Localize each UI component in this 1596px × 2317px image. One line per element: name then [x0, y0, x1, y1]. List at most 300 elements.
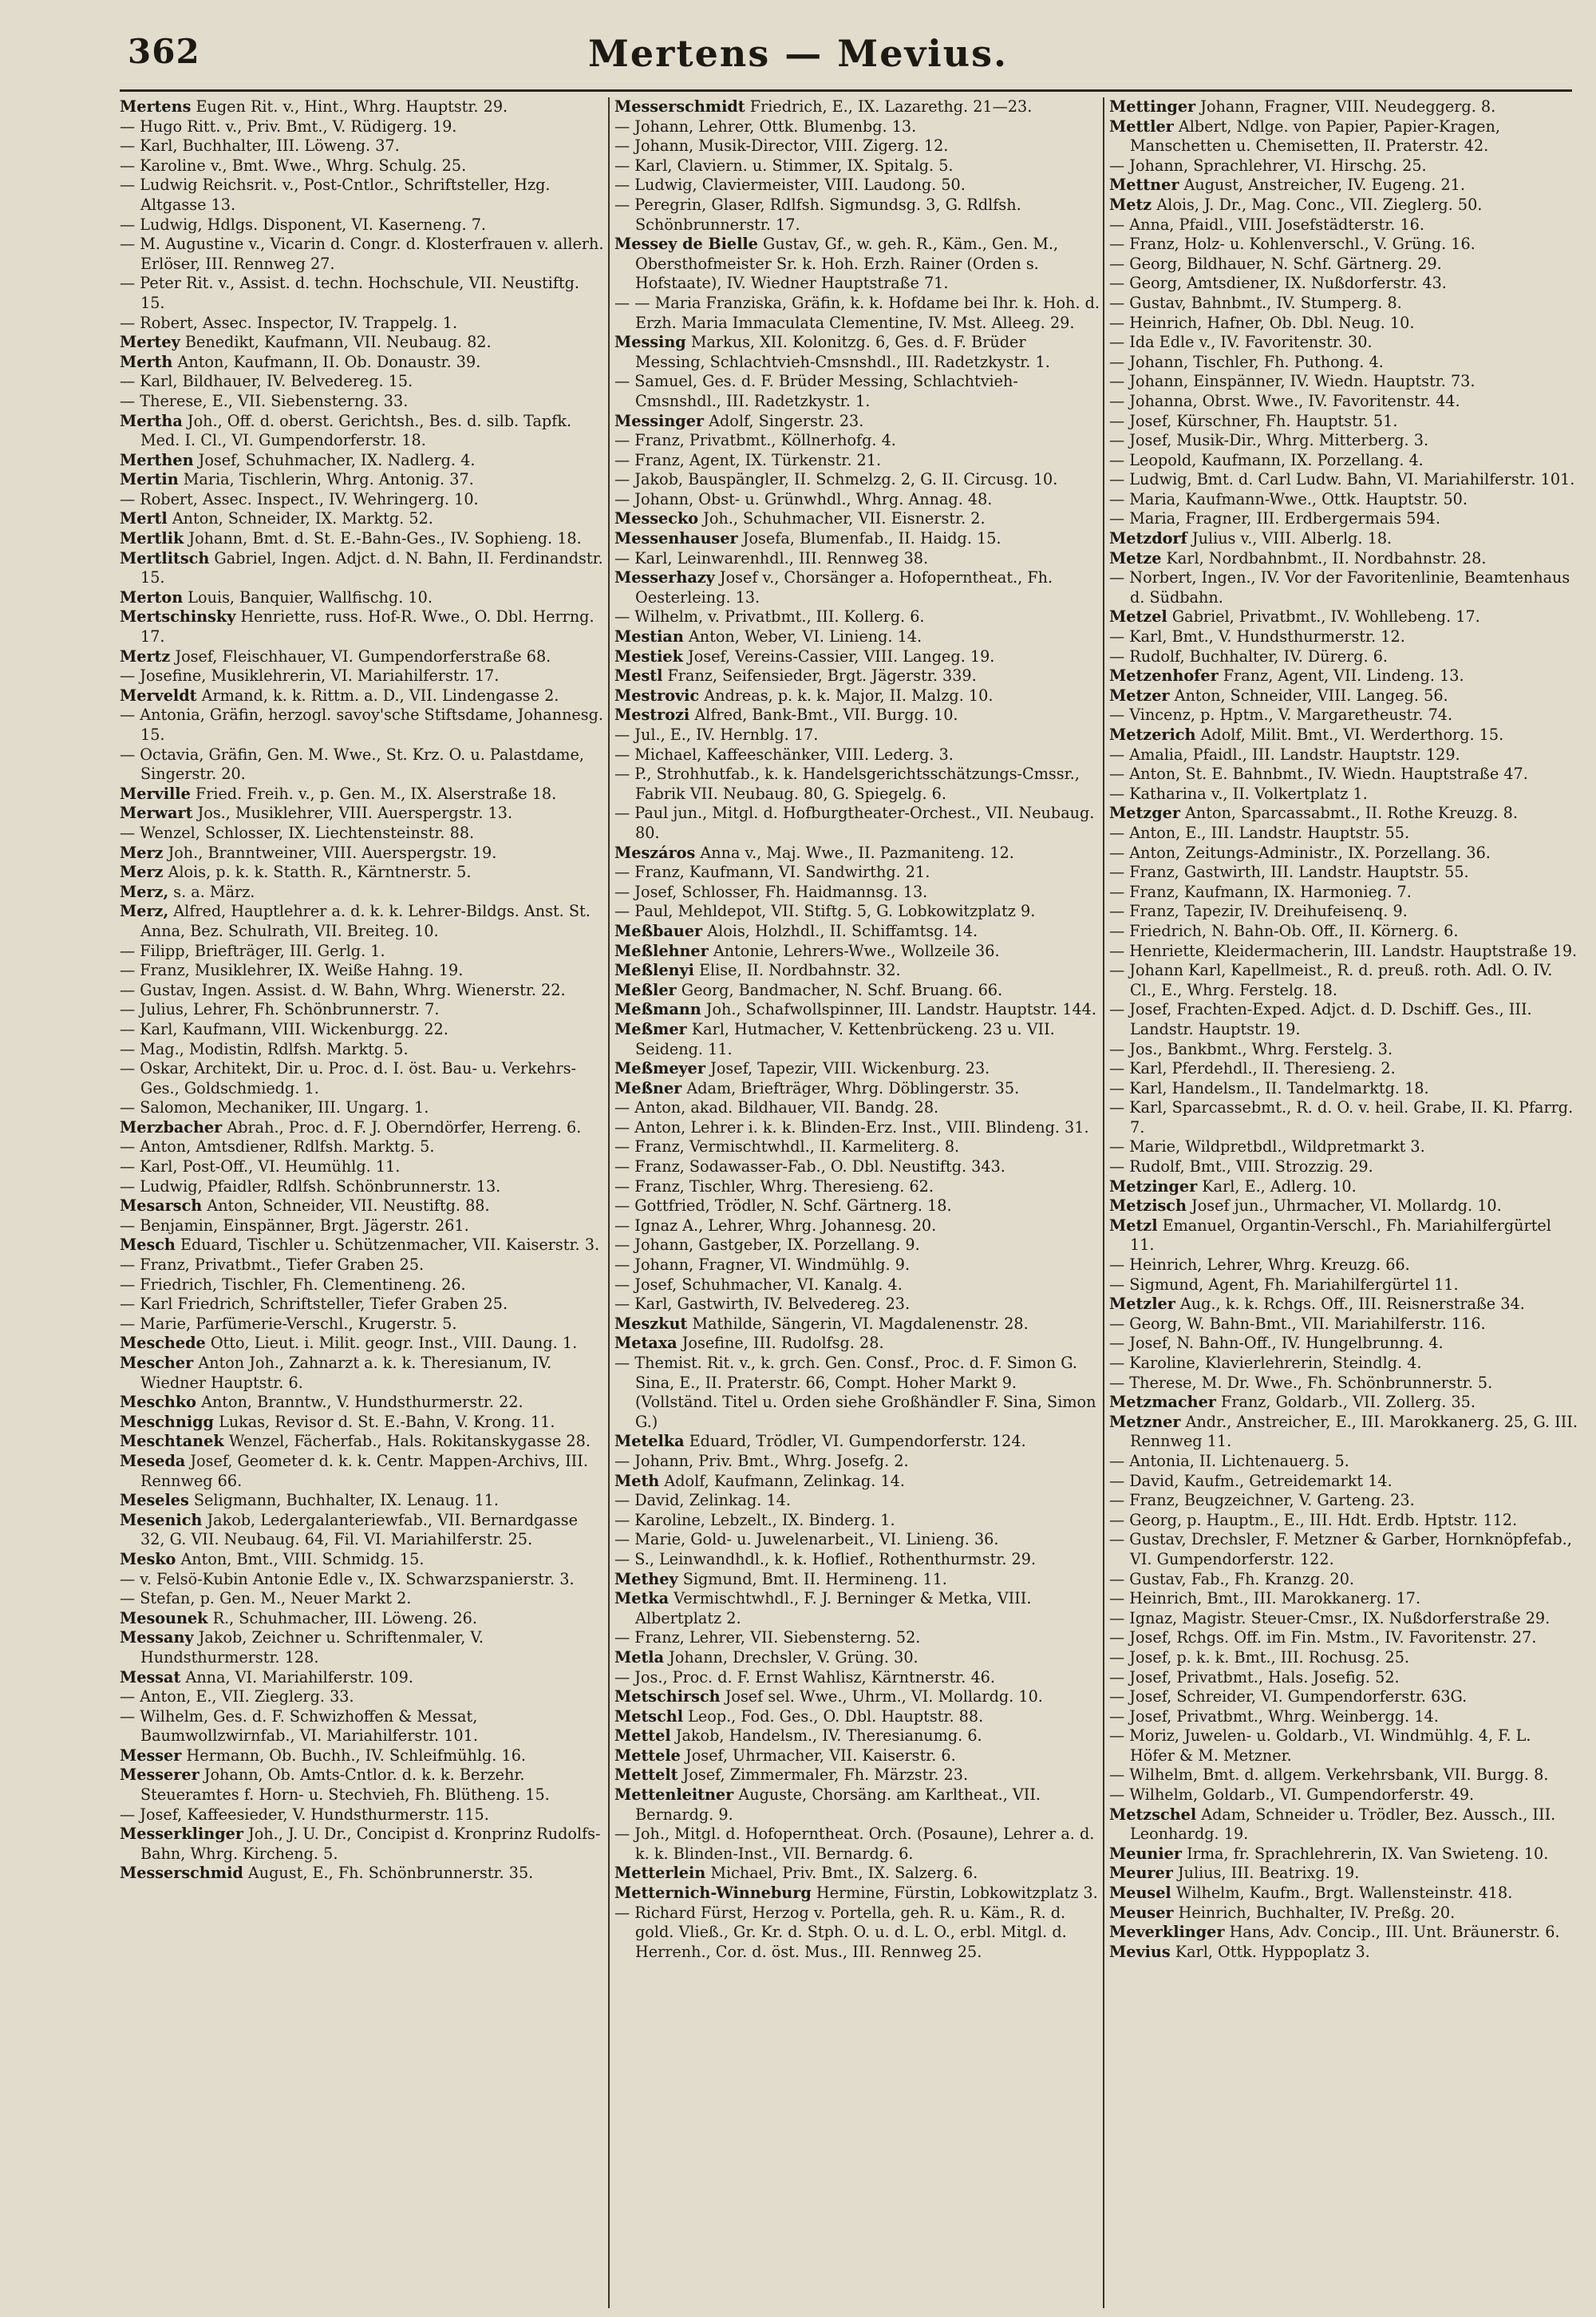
- entry-text: — Johann, Gastgeber, IX. Porzellang. 9.: [614, 1236, 920, 1255]
- directory-entry: [614, 1472, 1100, 1492]
- entry-text: Anna v., Maj. Wwe., II. Pazmaniteng. 12.: [700, 843, 1014, 862]
- directory-entry: [614, 156, 1100, 176]
- entry-surname: Meschko: [120, 1393, 196, 1412]
- entry-text: — Rudolf, Bmt., VIII. Strozzig. 29.: [1109, 1157, 1373, 1176]
- directory-entry: [1109, 1472, 1580, 1492]
- entry-text: — Franz, Kaufmann, IX. Harmonieg. 7.: [1109, 882, 1412, 901]
- entry-text: Adam, Schneider u. Trödler, Bez. Aussch., III. Leonhardg. 19.: [1130, 1805, 1556, 1844]
- directory-entry: [1109, 607, 1580, 627]
- directory-entry: [614, 804, 1100, 843]
- directory-entry: [614, 607, 1100, 627]
- entry-text: Karl, Ottk. Hyppoplatz 3.: [1175, 1942, 1370, 1961]
- entry-text: Julius v., VIII. Alberlg. 18.: [1191, 529, 1393, 548]
- directory-entry: [120, 136, 605, 156]
- directory-entry: [120, 1098, 605, 1118]
- directory-entry: [1109, 509, 1580, 529]
- directory-entry: [1109, 255, 1580, 275]
- entry-surname: Messerhazy: [614, 568, 715, 587]
- entry-text: — Benjamin, Einspänner, Brgt. Jägerstr. 261.: [120, 1216, 469, 1235]
- entry-text: — Gustav, Fab., Fh. Kranzg. 20.: [1109, 1569, 1355, 1588]
- entry-surname: Merwart: [120, 804, 193, 823]
- directory-entry: [614, 1079, 1100, 1099]
- entry-surname: Meurer: [1109, 1864, 1173, 1883]
- directory-entry: [120, 706, 605, 745]
- directory-entry: [120, 1315, 605, 1334]
- directory-entry: [614, 1668, 1100, 1688]
- entry-surname: Metze: [1109, 548, 1162, 567]
- entry-surname: Mestian: [614, 627, 684, 646]
- entry-surname: Meunier: [1109, 1844, 1182, 1863]
- entry-text: — Themist. Rit. v., k. grch. Gen. Consf., Proc. d. F. Simon G. Sina, E., II. Praterstr. 66, Compt. Hoher Markt 9. (Vollständ. Titel u. Orden siehe Großhändler F. Sina, Simon G.): [614, 1354, 1096, 1431]
- entry-text: Vermischtwhdl., F. J. Berninger & Metka, VIII. Albertplatz 2.: [635, 1589, 1032, 1627]
- directory-entry: [120, 1177, 605, 1197]
- entry-text: — Wilhelm, Goldarb., VI. Gumpendorferstr. 49.: [1109, 1785, 1475, 1805]
- directory-entry: [614, 412, 1100, 432]
- entry-text: — Marie, Wildpretbdl., Wildpretmarkt 3.: [1109, 1137, 1425, 1157]
- directory-entry: [1109, 470, 1580, 490]
- directory-entry: [120, 942, 605, 962]
- entry-surname: Messecko: [614, 509, 699, 528]
- entry-text: R., Schuhmacher, III. Löweng. 26.: [212, 1608, 477, 1627]
- directory-entry: [614, 470, 1100, 490]
- directory-entry: [120, 1864, 605, 1884]
- directory-entry: [614, 136, 1100, 156]
- entry-text: Jakob, Zeichner u. Schriftenmaler, V. Hundsthurmerstr. 128.: [140, 1628, 484, 1667]
- entry-text: — Anton, E., III. Landstr. Hauptstr. 55.: [1109, 823, 1410, 842]
- entry-text: — Oskar, Architekt, Dir. u. Proc. d. I. öst. Bau- u. Verkehrs-Ges., Goldschmiedg. 1.: [120, 1059, 577, 1097]
- entry-surname: Meuser: [1109, 1903, 1174, 1922]
- entry-surname: Mertey: [120, 333, 180, 352]
- directory-entry: [614, 1530, 1100, 1550]
- directory-entry: [614, 1726, 1100, 1746]
- entry-text: — Johann, Einspänner, IV. Wiedn. Hauptstr. 73.: [1109, 372, 1476, 391]
- directory-entry: [120, 1511, 605, 1550]
- directory-entry: [120, 1765, 605, 1805]
- directory-entry: [614, 745, 1100, 765]
- entry-surname: Meschede: [120, 1334, 206, 1353]
- entry-text: Henriette, russ. Hof-R. Wwe., O. Dbl. Herrng. 17.: [140, 607, 595, 646]
- entry-text: — Karl, Kaufmann, VIII. Wickenburgg. 22.: [120, 1019, 448, 1038]
- entry-text: Aug., k. k. Rchgs. Off., III. Reisnerstraße 34.: [1179, 1295, 1525, 1314]
- entry-text: — Vincenz, p. Hptm., V. Margaretheustr. 74.: [1109, 706, 1453, 725]
- entry-text: Anton, Bmt., VIII. Schmidg. 15.: [180, 1549, 425, 1568]
- entry-text: — David, Zelinkag. 14.: [614, 1491, 791, 1510]
- directory-entry: [1109, 1315, 1580, 1334]
- entry-surname: Mettele: [614, 1746, 681, 1765]
- entry-text: — Franz, Agent, IX. Türkenstr. 21.: [614, 450, 882, 469]
- entry-surname: Merz: [120, 843, 164, 862]
- entry-text: — Karl, Claviern. u. Stimmer, IX. Spitalg. 5.: [614, 156, 954, 175]
- directory-entry: [1109, 745, 1580, 765]
- directory-entry: [1109, 1491, 1580, 1511]
- directory-entry: [1109, 333, 1580, 353]
- entry-surname: Meszáros: [614, 843, 696, 862]
- directory-columns: [120, 97, 1580, 2308]
- entry-text: — Josef, Rchgs. Off. im Fin. Mstm., IV. Favoritenstr. 27.: [1109, 1628, 1537, 1647]
- directory-entry: [614, 1295, 1100, 1315]
- directory-entry: [1109, 1845, 1580, 1864]
- entry-text: — Joh., Mitgl. d. Hofoperntheat. Orch. (Posaune), Lehrer a. d. k. k. Blinden-Inst., VII. Bernardg. 6.: [614, 1825, 1095, 1863]
- directory-entry: [120, 549, 605, 588]
- directory-entry: [1109, 785, 1580, 805]
- entry-surname: Mertschinsky: [120, 607, 236, 627]
- entry-text: Lukas, Revisor d. St. E.-Bahn, V. Krong. 11.: [219, 1412, 555, 1431]
- header-rule: [120, 89, 1572, 92]
- directory-entry: [614, 1334, 1100, 1354]
- entry-surname: Mertl: [120, 509, 168, 528]
- entry-surname: Mestl: [614, 666, 663, 686]
- entry-surname: Meßner: [614, 1078, 682, 1097]
- entry-surname: Meszkut: [614, 1314, 688, 1333]
- entry-surname: Methey: [614, 1569, 678, 1588]
- directory-entry: [120, 156, 605, 176]
- directory-entry: [120, 333, 605, 353]
- directory-entry: [120, 1805, 605, 1825]
- entry-text: Sigmund, Bmt. II. Hermineng. 11.: [682, 1569, 947, 1588]
- directory-entry: [120, 1059, 605, 1098]
- directory-entry: [614, 1098, 1100, 1118]
- entry-text: Abrah., Proc. d. F. J. Oberndörfer, Herreng. 6.: [227, 1117, 582, 1137]
- directory-entry: [1109, 97, 1580, 117]
- entry-text: — Samuel, Ges. d. F. Brüder Messing, Schlachtvieh-Cmsnshdl., III. Radetzkystr. 1.: [614, 372, 1018, 410]
- directory-entry: [1109, 1687, 1580, 1707]
- directory-entry: [614, 176, 1100, 196]
- entry-text: Josef, Vereins-Cassier, VIII. Langeg. 19.: [688, 646, 995, 666]
- directory-entry: [1109, 117, 1580, 156]
- directory-entry: [614, 117, 1100, 137]
- directory-entry: [1109, 235, 1580, 255]
- entry-text: — Heinrich, Lehrer, Whrg. Kreuzg. 66.: [1109, 1255, 1410, 1275]
- entry-text: August, E., Fh. Schönbrunnerstr. 35.: [247, 1864, 534, 1883]
- entry-text: — Filipp, Briefträger, III. Gerlg. 1.: [120, 941, 385, 960]
- directory-entry: [120, 1570, 605, 1590]
- entry-text: — Franz, Musiklehrer, IX. Weiße Hahng. 19.: [120, 961, 464, 980]
- entry-text: — Johann, Musik-Director, VIII. Zigerg. 12.: [614, 136, 949, 156]
- directory-entry: [120, 981, 605, 1001]
- directory-entry: [614, 942, 1100, 962]
- entry-surname: Messerschmid: [120, 1864, 243, 1883]
- entry-text: — Marie, Gold- u. Juwelenarbeit., VI. Linieng. 36.: [614, 1530, 999, 1549]
- directory-entry: [614, 1864, 1100, 1884]
- entry-text: Eduard, Trödler, VI. Gumpendorferstr. 124.: [689, 1432, 1026, 1451]
- entry-text: Alfred, Hauptlehrer a. d. k. k. Lehrer-Bildgs. Anst. St. Anna, Bez. Schulrath, VII. Breiteg. 10.: [140, 902, 591, 940]
- directory-entry: [1109, 568, 1580, 607]
- entry-surname: Meth: [614, 1471, 660, 1490]
- directory-entry: [1109, 804, 1580, 824]
- entry-text: Gabriel, Ingen. Adjct. d. N. Bahn, II. Ferdinandstr. 15.: [140, 548, 603, 587]
- directory-entry: [614, 196, 1100, 235]
- entry-surname: Metzenhofer: [1109, 666, 1219, 686]
- entry-surname: Mertlik: [120, 529, 184, 548]
- entry-text: — Georg, W. Bahn-Bmt., VII. Mariahilferstr. 116.: [1109, 1314, 1486, 1333]
- entry-text: — Therese, E., VII. Siebensterng. 33.: [120, 391, 409, 410]
- directory-entry: [1109, 1943, 1580, 1963]
- directory-entry: [120, 1157, 605, 1177]
- entry-text: Antonie, Lehrers-Wwe., Wollzeile 36.: [713, 941, 1000, 960]
- entry-surname: Mettelt: [614, 1765, 678, 1785]
- directory-entry: [614, 509, 1100, 529]
- entry-text: Hans, Adv. Concip., III. Unt. Bräunerstr. 6.: [1229, 1923, 1560, 1942]
- entry-surname: Meßler: [614, 980, 677, 999]
- directory-entry: [1109, 412, 1580, 432]
- entry-surname: Messinger: [614, 411, 705, 430]
- entry-text: — Friedrich, Tischler, Fh. Clementineng. 26.: [120, 1275, 466, 1294]
- entry-surname: Mescher: [120, 1354, 194, 1372]
- entry-text: — Johann Karl, Kapellmeist., R. d. preuß. roth. Adl. O. IV. Cl., E., Whrg. Ferstelg. 18.: [1109, 961, 1553, 999]
- entry-surname: Merthen: [120, 450, 194, 469]
- entry-surname: Messat: [120, 1667, 181, 1686]
- entry-text: — Jakob, Bauspängler, II. Schmelzg. 2, G. II. Circusg. 10.: [614, 470, 1058, 489]
- entry-text: — Sigmund, Agent, Fh. Mariahilfergürtel 11.: [1109, 1275, 1459, 1294]
- entry-text: Anton, Branntw., V. Hundsthurmerstr. 22.: [201, 1393, 523, 1412]
- directory-entry: [120, 1589, 605, 1609]
- entry-text: Georg, Bandmacher, N. Schf. Bruang. 66.: [681, 980, 1003, 999]
- entry-text: Hermine, Fürstin, Lobkowitzplatz 3.: [816, 1884, 1098, 1903]
- directory-entry: [1109, 549, 1580, 569]
- entry-surname: Meverklinger: [1109, 1923, 1225, 1942]
- entry-text: — Franz, Lehrer, VII. Siebensterng. 52.: [614, 1628, 921, 1647]
- directory-entry: [120, 392, 605, 412]
- entry-text: — Amalia, Pfaidl., III. Landstr. Hauptstr. 129.: [1109, 745, 1460, 764]
- directory-entry: [120, 412, 605, 451]
- directory-entry: [614, 902, 1100, 922]
- directory-entry: [614, 1236, 1100, 1255]
- entry-text: — Maria, Fragner, III. Erdbergermais 594.: [1109, 509, 1440, 528]
- entry-text: — Antonia, Gräfin, herzogl. savoy'sche Stiftsdame, Johannesg. 15.: [120, 706, 604, 744]
- directory-entry: [120, 1020, 605, 1040]
- directory-entry: [120, 529, 605, 549]
- entry-text: — Heinrich, Bmt., III. Marokkanerg. 17.: [1109, 1589, 1421, 1608]
- directory-entry: [1109, 1884, 1580, 1904]
- entry-text: — Octavia, Gräfin, Gen. M. Wwe., St. Krz. O. u. Palastdame, Singerstr. 20.: [120, 745, 584, 784]
- directory-entry: [120, 1413, 605, 1433]
- directory-entry: [614, 1550, 1100, 1570]
- directory-entry: [1109, 1648, 1580, 1668]
- directory-entry: [1109, 1157, 1580, 1177]
- entry-text: — Peregrin, Glaser, Rdlfsh. Sigmundsg. 3, G. Rdlfsh. Schönbrunnerstr. 17.: [614, 195, 1021, 234]
- entry-surname: Messer: [120, 1746, 182, 1765]
- entry-text: — Josef, N. Bahn-Off., IV. Hungelbrunng. 4.: [1109, 1334, 1444, 1353]
- directory-entry: [1109, 1098, 1580, 1137]
- directory-entry: [614, 1255, 1100, 1275]
- directory-entry: [1109, 1216, 1580, 1255]
- directory-entry: [614, 1177, 1100, 1197]
- directory-entry: [1109, 1452, 1580, 1472]
- directory-entry: [614, 1511, 1100, 1531]
- directory-entry: [1109, 1000, 1580, 1039]
- directory-entry: [120, 686, 605, 706]
- entry-surname: Metelka: [614, 1432, 685, 1451]
- directory-entry: [1109, 1295, 1580, 1315]
- entry-text: — Gustav, Bahnbmt., IV. Stumperg. 8.: [1109, 293, 1402, 312]
- entry-surname: Merth: [120, 352, 173, 371]
- entry-surname: Meßmann: [614, 1000, 701, 1019]
- entry-text: Anton Joh., Zahnarzt a. k. k. Theresianum, IV. Wiedner Hauptstr. 6.: [140, 1354, 552, 1392]
- directory-entry: [1109, 1609, 1580, 1629]
- directory-entry: [614, 647, 1100, 667]
- entry-surname: Metschl: [614, 1706, 684, 1726]
- directory-entry: [614, 1765, 1100, 1785]
- entry-text: Franz, Goldarb., VII. Zollerg. 35.: [1221, 1393, 1476, 1412]
- entry-text: — Franz, Sodawasser-Fab., O. Dbl. Neustiftg. 343.: [614, 1157, 1005, 1176]
- entry-text: — Gustav, Ingen. Assist. d. W. Bahn, Whrg. Wienerstr. 22.: [120, 980, 566, 999]
- entry-text: — Josef, Kürschner, Fh. Hauptstr. 51.: [1109, 411, 1398, 430]
- entry-text: Seligmann, Buchhalter, IX. Lenaug. 11.: [193, 1491, 499, 1510]
- directory-entry: [614, 863, 1100, 883]
- entry-text: — Anton, E., VII. Zieglerg. 33.: [120, 1687, 354, 1706]
- directory-entry: [614, 686, 1100, 706]
- directory-entry: [120, 1393, 605, 1413]
- entry-text: Anton, Schneider, VIII. Langeg. 56.: [1174, 686, 1448, 705]
- entry-text: — Peter Rit. v., Assist. d. techn. Hochschule, VII. Neustiftg. 15.: [120, 274, 580, 312]
- entry-text: — Anton, St. E. Bahnbmt., IV. Wiedn. Hauptstraße 47.: [1109, 765, 1528, 784]
- entry-surname: Messany: [120, 1628, 194, 1647]
- entry-text: Jos., Musiklehrer, VIII. Auerspergstr. 13.: [197, 804, 513, 823]
- entry-text: Maria, Tischlerin, Whrg. Antonig. 37.: [183, 470, 474, 489]
- entry-text: Armand, k. k. Rittm. a. D., VII. Lindengasse 2.: [201, 686, 559, 705]
- directory-entry: [120, 1628, 605, 1667]
- entry-text: Mathilde, Sängerin, VI. Magdalenenstr. 28.: [692, 1314, 1029, 1333]
- entry-text: Benedikt, Kaufmann, VII. Neubaug. 82.: [184, 333, 492, 352]
- entry-text: — Anton, Lehrer i. k. k. Blinden-Erz. Inst., VIII. Blindeng. 31.: [614, 1117, 1089, 1137]
- entry-text: Emanuel, Organtin-Verschl., Fh. Mariahilfergürtel 11.: [1130, 1216, 1551, 1255]
- entry-text: Albert, Ndlge. von Papier, Papier-Kragen, Manschetten u. Chemisetten, II. Praterstr. 42.: [1130, 117, 1500, 156]
- directory-entry: [120, 1334, 605, 1354]
- entry-text: — Ludwig, Bmt. d. Carl Ludw. Bahn, VI. Mariahilferstr. 101.: [1109, 470, 1575, 489]
- directory-entry: [614, 372, 1100, 411]
- entry-text: — Josef, Privatbmt., Hals. Josefig. 52.: [1109, 1667, 1400, 1686]
- directory-entry: [120, 1550, 605, 1570]
- directory-entry: [1109, 274, 1580, 294]
- entry-text: — Henriette, Kleidermacherin, III. Landstr. Hauptstraße 19.: [1109, 941, 1578, 960]
- entry-surname: Mestiek: [614, 646, 683, 666]
- entry-text: Josef, Geometer d. k. k. Centr. Mappen-Archivs, III. Rennweg 66.: [140, 1451, 588, 1490]
- directory-entry: [614, 1628, 1100, 1648]
- entry-text: — Marie, Parfümerie-Verschl., Krugerstr. 5.: [120, 1314, 457, 1333]
- entry-text: Adam, Briefträger, Whrg. Döblingerstr. 35.: [686, 1078, 1020, 1097]
- directory-entry: [120, 215, 605, 235]
- directory-entry: [120, 804, 605, 824]
- directory-entry: [120, 785, 605, 805]
- directory-entry: [120, 883, 605, 903]
- directory-entry: [120, 1275, 605, 1295]
- directory-entry: [120, 1354, 605, 1393]
- directory-entry: [1109, 156, 1580, 176]
- entry-text: — Robert, Assec. Inspector, IV. Trappelg. 1.: [120, 313, 458, 332]
- entry-surname: Mevius: [1109, 1942, 1171, 1961]
- directory-entry: [1109, 1668, 1580, 1688]
- entry-text: — Josef, Schlosser, Fh. Haidmannsg. 13.: [614, 882, 928, 901]
- page-number: 362: [128, 32, 200, 71]
- entry-text: — Georg, p. Hauptm., E., III. Hdt. Erdb. Hptstr. 112.: [1109, 1510, 1518, 1529]
- directory-entry: [1109, 1864, 1580, 1884]
- entry-text: Gustav, Gf., w. geh. R., Käm., Gen. M., Obersthofmeister Sr. k. Hoh. Erzh. Rainer (Orden s. Hofstaate), IV. Wiedner Hauptstraße 71.: [635, 235, 1059, 293]
- entry-text: — Paul, Mehldepot, VII. Stiftg. 5, G. Lobkowitzplatz 9.: [614, 902, 1036, 921]
- entry-surname: Metzger: [1109, 804, 1180, 823]
- entry-text: — Johann, Priv. Bmt., Whrg. Josefg. 2.: [614, 1451, 909, 1470]
- entry-text: Johann, Ob. Amts-Cntlor. d. k. k. Berzehr. Steueramtes f. Horn- u. Stechvieh, Fh. Blütheng. 15.: [140, 1765, 550, 1805]
- directory-entry: [1109, 647, 1580, 667]
- directory-entry: [120, 647, 605, 667]
- directory-entry: [1109, 1275, 1580, 1295]
- entry-text: — M. Augustine v., Vicarin d. Congr. d. Klosterfrauen v. allerh. Erlöser, III. Rennweg 27.: [120, 235, 604, 273]
- entry-surname: Metzl: [1109, 1216, 1158, 1235]
- entry-text: — Jos., Bankbmt., Whrg. Ferstelg. 3.: [1109, 1039, 1393, 1058]
- directory-entry: [614, 922, 1100, 942]
- entry-text: Johann, Fragner, VIII. Neudeggerg. 8.: [1200, 97, 1496, 116]
- directory-entry: [120, 490, 605, 510]
- entry-text: — Friedrich, N. Bahn-Ob. Off., II. Körnerg. 6.: [1109, 921, 1459, 940]
- directory-entry: [1109, 666, 1580, 686]
- entry-surname: Mestrovic: [614, 686, 700, 705]
- entry-text: Josef, Schuhmacher, IX. Nadlerg. 4.: [198, 450, 476, 469]
- entry-surname: Metzler: [1109, 1295, 1175, 1314]
- directory-entry: [614, 1020, 1100, 1059]
- entry-surname: Merveldt: [120, 686, 197, 705]
- entry-text: — Karoline, Lebzelt., IX. Binderg. 1.: [614, 1510, 895, 1529]
- entry-text: — Josef, Schuhmacher, VI. Kanalg. 4.: [614, 1275, 903, 1294]
- entry-text: — Jos., Proc. d. F. Ernst Wahlisz, Kärntnerstr. 46.: [614, 1667, 995, 1686]
- entry-text: — Antonia, II. Lichtenauerg. 5.: [1109, 1451, 1349, 1470]
- entry-surname: Metla: [614, 1647, 665, 1667]
- directory-entry: [614, 883, 1100, 903]
- entry-text: Josef, Fleischhauer, VI. Gumpendorferstraße 68.: [175, 646, 551, 666]
- entry-text: — Wilhelm, v. Privatbmt., III. Kollerg. 6.: [614, 607, 925, 627]
- entry-text: — Franz, Holz- u. Kohlenverschl., V. Grüng. 16.: [1109, 235, 1476, 254]
- entry-text: — Ida Edle v., IV. Favoritenstr. 30.: [1109, 333, 1373, 352]
- directory-entry: [1109, 627, 1580, 647]
- entry-surname: Metzschel: [1109, 1805, 1197, 1824]
- entry-text: — Katharina v., II. Volkertplatz 1.: [1109, 784, 1368, 803]
- directory-entry: [120, 509, 605, 529]
- entry-text: — Johann, Sprachlehrer, VI. Hirschg. 25.: [1109, 156, 1427, 175]
- directory-entry: [120, 470, 605, 490]
- entry-surname: Mettner: [1109, 176, 1179, 195]
- entry-text: — Paul jun., Mitgl. d. Hofburgtheater-Orchest., VII. Neubaug. 80.: [614, 804, 1095, 842]
- directory-entry: [1109, 1137, 1580, 1157]
- entry-text: — Anton, akad. Bildhauer, VII. Bandg. 28.: [614, 1098, 939, 1117]
- entry-text: Joh., Off. d. oberst. Gerichtsh., Bes. d. silb. Tapfk. Med. I. Cl., VI. Gumpendorferstr. 18.: [140, 411, 572, 450]
- entry-text: Leop., Fod. Ges., O. Dbl. Hauptstr. 88.: [688, 1706, 984, 1726]
- directory-entry: [120, 1196, 605, 1216]
- directory-entry: [1109, 883, 1580, 903]
- entry-text: — Anton, Amtsdiener, Rdlfsh. Marktg. 5.: [120, 1137, 435, 1157]
- entry-surname: Mestrozi: [614, 706, 690, 725]
- entry-surname: Messerer: [120, 1765, 200, 1785]
- directory-entry: [614, 627, 1100, 647]
- entry-text: — Robert, Assec. Inspect., IV. Wehringerg. 10.: [120, 489, 479, 508]
- entry-surname: Mettel: [614, 1726, 671, 1746]
- entry-text: — Franz, Privatbmt., Köllnerhofg. 4.: [614, 431, 896, 450]
- entry-surname: Merz: [120, 863, 164, 882]
- entry-surname: Mesarsch: [120, 1196, 203, 1216]
- entry-text: Adolf, Singerstr. 23.: [709, 411, 864, 430]
- entry-text: — P., Strohhutfab., k. k. Handelsgerichtsschätzungs-Cmssr., Fabrik VII. Neubaug. 80, G. Spiegelg. 6.: [614, 765, 1080, 803]
- entry-text: Gabriel, Privatbmt., IV. Wohllebeng. 17.: [1171, 607, 1480, 627]
- entry-surname: Mesenich: [120, 1510, 203, 1529]
- entry-text: Adolf, Kaufmann, Zelinkag. 14.: [664, 1471, 905, 1490]
- entry-text: Otto, Lieut. i. Milit. geogr. Inst., VIII. Daung. 1.: [210, 1334, 578, 1353]
- directory-entry: [614, 1570, 1100, 1590]
- entry-text: — Josef, Privatbmt., Whrg. Weinbergg. 14.: [1109, 1706, 1439, 1726]
- entry-surname: Metz: [1109, 195, 1152, 214]
- directory-entry: [614, 706, 1100, 726]
- directory-entry: [614, 1746, 1100, 1766]
- directory-entry: [614, 333, 1100, 372]
- entry-text: — Franz, Tapezir, IV. Dreihufeisenq. 9.: [1109, 902, 1408, 921]
- directory-entry: [120, 314, 605, 334]
- entry-text: — Johann, Obst- u. Grünwhdl., Whrg. Annag. 48.: [614, 489, 993, 508]
